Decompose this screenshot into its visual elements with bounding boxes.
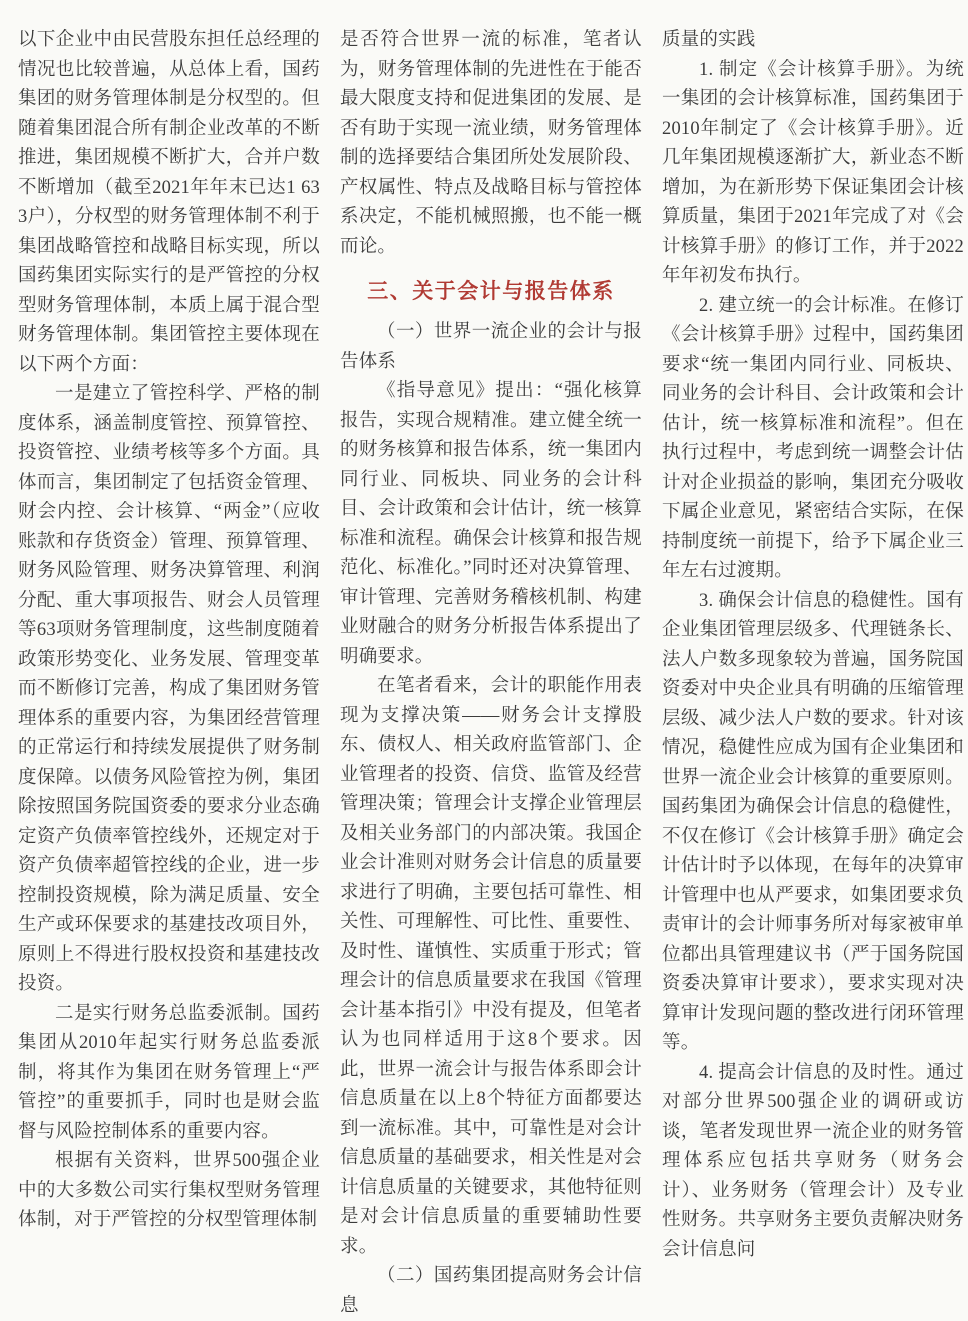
numbered-item: 4. 提高会计信息的及时性。通过对部分世界500强企业的调研或访谈，笔者发现世界一流企业的财务管理体系应包括共享财务（财务会计）、业务财务（管理会计）及专业性财务。共享财务主要负责解决财务会计信息问 [662, 1062, 964, 1260]
subsection-title: （二）国药集团提高财务会计信息 [340, 1266, 642, 1316]
paragraph: 根据有关资料，世界500强企业中的大多数公司实行集权型财务管理体制，对于严管控的分权型管理体制 [18, 1151, 320, 1230]
numbered-item: 1. 制定《会计核算手册》。为统一集团的会计核算标准，国药集团于2010年制定了《会计核算手册》。近几年集团规模逐渐扩大，新业态不断增加，为在新形势下保证集团会计核算质量，集团于2021年完成了对《会计核算手册》的修订工作，并于2022年年初发布执行。 [662, 59, 964, 286]
numbered-item: 2. 建立统一的会计标准。在修订《会计核算手册》过程中，国药集团要求“统一集团内同行业、同板块、同业务的会计科目、会计政策和会计估计，统一核算标准和流程”。但在执行过程中，考虑到统一调整会计估计对企业损益的影响，集团充分吸收下属企业意见，紧密结合实际，在保持制度统一前提下，给予下属企业三年左右过渡期。 [662, 295, 964, 581]
paragraph: 是否符合世界一流的标准，笔者认为，财务管理体制的先进性在于能否最大限度支持和促进集团的发展、是否有助于实现一流业绩，财务管理体制的选择要结合集团所处发展阶段、产权属性、特点及战略目标与管控体系决定，不能机械照搬，也不能一概而论。 [340, 30, 642, 257]
paragraph: 一是建立了管控科学、严格的制度体系，涵盖制度管控、预算管控、投资管控、业绩考核等多个方面。具体而言，集团制定了包括资金管理、财会内控、会计核算、“两金”（应收账款和存货资金）管理、预算管理、财务风险管理、财务决算管理、利润分配、重大事项报告、财会人员管理等63项财务管理制度，这些制度随着政策形势变化、业务发展、管理变革而不断修订完善，构成了集团财务管理体系的重要内容，为集团经营管理的正常运行和持续发展提供了财务制度保障。以债务风险管控为例，集团除按照国务院国资委的要求分业态确定资产负债率管控线外，还规定对于资产负债率超管控线的企业，进一步控制投资规模，除为满足质量、安全生产或环保要求的基建技改项目外，原则上不得进行股权投资和基建技改投资。 [18, 384, 320, 994]
text-column-2 [340, 26, 642, 1316]
subsection-title: （一）世界一流企业的会计与报告体系 [340, 322, 642, 372]
numbered-item: 3. 确保会计信息的稳健性。国有企业集团管理层级多、代理链条长、法人户数多现象较为普遍，国务院国资委对中央企业具有明确的压缩管理层级、减少法人户数的要求。针对该情况，稳健性应成为国有企业集团和世界一流企业会计核算的重要原则。国药集团为确保会计信息的稳健性，不仅在修订《会计核算手册》确定会计估计时予以体现，在每年的决算审计管理中也从严要求，如集团要求负责审计的会计师事务所对每家被审单位都出具管理建议书（严于国务院国资委决算审计要求），要求实现对决算审计发现问题的整改进行闭环管理等。 [662, 590, 964, 1053]
section-heading: 三、关于会计与报告体系 [367, 280, 615, 303]
paragraph: 质量的实践 [662, 30, 756, 50]
text-column-1 [18, 26, 320, 1230]
paragraph: 在笔者看来，会计的职能作用表现为支撑决策——财务会计支撑股东、债权人、相关政府监管部门、企业管理者的投资、信贷、监管及经营管理决策；管理会计支撑企业管理层及相关业务部门的内部决策。我国企业会计准则对财务会计信息的质量要求进行了明确，主要包括可靠性、相关性、可理解性、可比性、重要性、及时性、谨慎性、实质重于形式；管理会计的信息质量要求在我国《管理会计基本指引》中没有提及，但笔者认为也同样适用于这8个要求。因此，世界一流会计与报告体系即会计信息质量在以上8个特征方面都要达到一流标准。其中，可靠性是对会计信息质量的基础要求，相关性是对会计信息质量的关键要求，其他特征则是对会计信息质量的重要辅助性要求。 [340, 676, 642, 1257]
paragraph: 《指导意见》提出：“强化核算报告，实现合规精准。建立健全统一的财务核算和报告体系，统一集团内同行业、同板块、同业务的会计科目、会计政策和会计估计，统一核算标准和流程。确保会计核算和报告规范化、标准化。”同时还对决算管理、审计管理、完善财务稽核机制、构建业财融合的财务分析报告体系提出了明确要求。 [340, 381, 642, 667]
text-column-3 [662, 26, 964, 1260]
paragraph: 二是实行财务总监委派制。国药集团从2010年起实行财务总监委派制，将其作为集团在财务管理上“严管控”的重要抓手，同时也是财会监督与风险控制体系的重要内容。 [18, 1003, 320, 1142]
paragraph: 以下企业中由民营股东担任总经理的情况也比较普遍，从总体上看，国药集团的财务管理体制是分权型的。但随着集团混合所有制企业改革的不断推进，集团规模不断扩大，合并户数不断增加（截至2021年年末已达1 633户），分权型的财务管理体制不利于集团战略管控和战略目标实现，所以国药集团实际实行的是严管控的分权型财务管理体制，本质上属于混合型财务管理体制。集团管控主要体现在以下两个方面： [18, 30, 320, 375]
